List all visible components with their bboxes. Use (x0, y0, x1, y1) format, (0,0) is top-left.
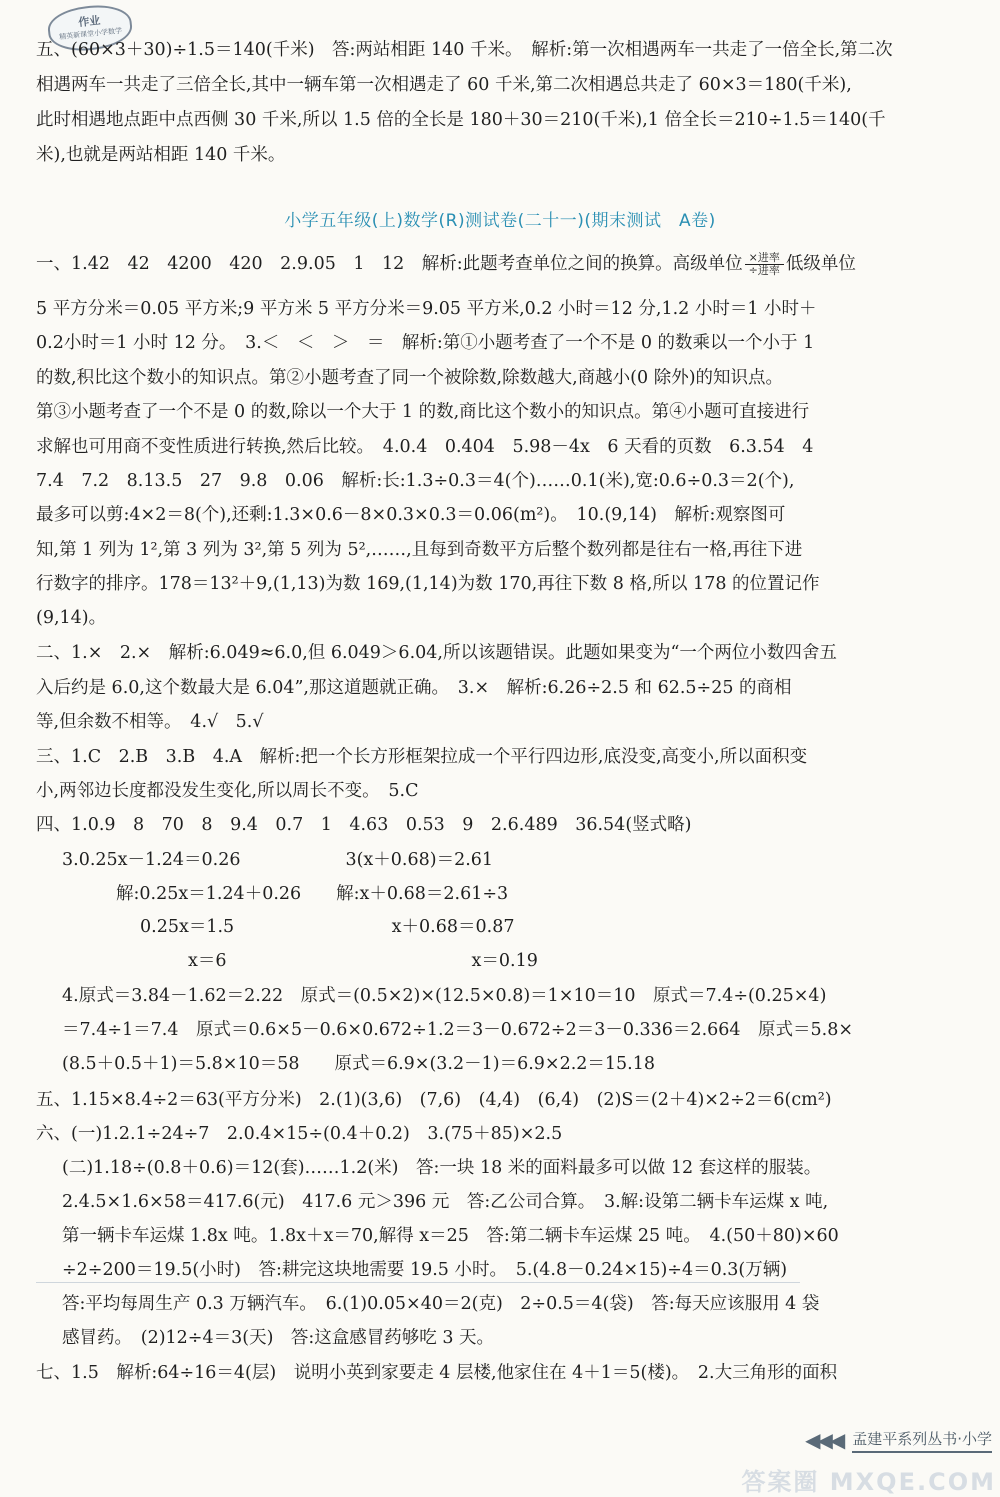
text-line: 五、(60×3＋30)÷1.5＝140(千米) 答:两站相距 140 千米。 解析:第一次相遇两车一共走了一倍全长,第二次 (36, 40, 893, 60)
text-line: 5 平方分米＝0.05 平方米;9 平方米 5 平方分米＝9.05 平方米,0.2 小时＝12 分,1.2 小时＝1 小时＋ (36, 299, 817, 319)
text-line: 答:平均每周生产 0.3 万辆汽车。 6.(1)0.05×40＝2(克) 2÷0.5＝4(袋) 答:每天应该服用 4 袋 (62, 1294, 820, 1314)
text-line: 小,两邻边长度都没发生变化,所以周长不变。 5.C (36, 781, 419, 801)
unit-conversion-fraction (745, 252, 784, 277)
text-line: 4.原式＝3.84－1.62＝2.22 原式＝(0.5×2)×(12.5×0.8)＝1×10＝10 原式＝7.4÷(0.25×4) (62, 986, 827, 1006)
text-line: 2.4.5×1.6×58＝417.6(元) 417.6 元＞396 元 答:乙公司合算。 3.解:设第二辆卡车运煤 x 吨, (62, 1192, 829, 1212)
text-segment: 一、1.42 42 4200 420 2.9.05 1 12 解析:此题考查单位之间的换算。高级单位 (36, 254, 743, 274)
section-title: 小学五年级(上)数学(R)测试卷(二十一)(期末测试 A卷) (284, 211, 716, 231)
series-name: 孟建平系列丛书·小学 (852, 1428, 992, 1453)
equation-line: 0.25x＝1.5 x＋0.68＝0.87 (140, 917, 515, 937)
fraction-top: ×进率 (745, 252, 784, 265)
text-line: 二、1.× 2.× 解析:6.049≈6.0,但 6.049＞6.04,所以该题错误。此题如果变为“一个两位小数四舍五 (36, 643, 837, 663)
text-line: 四、1.0.9 8 70 8 9.4 0.7 1 4.63 0.53 9 2.6.489 36.54(竖式略) (36, 815, 692, 835)
text-line: 的数,积比这个数小的知识点。第②小题考查了同一个被除数,除数越大,商越小(0 除外)的知识点。 (36, 368, 784, 388)
text-line: 此时相遇地点距中点西侧 30 千米,所以 1.5 倍的全长是 180＋30＝210(千米),1 倍全长＝210÷1.5＝140(千 (36, 110, 886, 130)
text-line: 等,但余数不相等。 4.√ 5.√ (36, 712, 264, 732)
equation-line: 3.0.25x－1.24＝0.26 3(x＋0.68)＝2.61 (62, 850, 494, 870)
divider (36, 1282, 800, 1283)
text-line: 求解也可用商不变性质进行转换,然后比较。 4.0.4̇ 0.404 5.98－4x 6 天看的页数 6.3.5̇4̇ 4 (36, 437, 814, 457)
text-line: 最多可以剪:4×2＝8(个),还剩:1.3×0.6－8×0.3×0.3＝0.06(m²)。 10.(9,14) 解析:观察图可 (36, 505, 786, 525)
text-line: 知,第 1 列为 1²,第 3 列为 3²,第 5 列为 5²,……,且每到奇数平方后整个数列都是往右一格,再往下进 (36, 540, 803, 560)
stamp-subtitle: 精英新课堂小学数学 (58, 26, 123, 42)
text-line: 0.2小时＝1 小时 12 分。 3.＜ ＜ ＞ ＝ 解析:第①小题考查了一个不是 0 的数乘以一个小于 1 (36, 333, 815, 353)
text-line: ＝7.4÷1＝7.4 原式＝0.6×5－0.6×0.672÷1.2＝3－0.672÷2＝3－0.336＝2.664 原式＝5.8× (62, 1020, 854, 1040)
text-line: 第一辆卡车运煤 1.8x 吨。1.8x＋x＝70,解得 x＝25 答:第二辆卡车运煤 25 吨。 4.(50＋80)×60 (62, 1226, 839, 1246)
equation-line: 解:0.25x＝1.24＋0.26 解:x＋0.68＝2.61÷3 (116, 884, 509, 904)
page-footer (805, 1426, 992, 1454)
text-line: 五、1.15×8.4÷2＝63(平方分米) 2.(1)(3,6) (7,6) (4,4) (6,4) (2)S＝(2＋4)×2÷2＝6(cm²) (36, 1090, 832, 1110)
stamp-title: 作业 (77, 13, 101, 30)
text-line: 入后约是 6.0,这个数最大是 6.04”,那这道题就正确。 3.× 解析:6.26÷2.5 和 62.5÷25 的商相 (36, 678, 792, 698)
text-line: (9,14)。 (36, 608, 107, 628)
text-line: 六、(一)1.2.1÷24÷7 2.0.4×15÷(0.4＋0.2) 3.(75＋85)×2.5 (36, 1124, 563, 1144)
text-line: 行数字的排序。178＝13²＋9,(1,13)为数 169,(1,14)为数 170,再往下数 8 格,所以 178 的位置记作 (36, 574, 820, 594)
text-line: 7.4 7.2 8.13.5 27 9.8 0.06 解析:长:1.3÷0.3＝4(个)……0.1(米),宽:0.6÷0.3＝2(个), (36, 471, 795, 491)
text-line: 米),也就是两站相距 140 千米。 (36, 145, 286, 165)
text-line: 三、1.C 2.B 3.B 4.A 解析:把一个长方形框架拉成一个平行四边形,底没变,高变小,所以面积变 (36, 747, 808, 767)
equation-line: x＝6 x＝0.19 (188, 951, 538, 971)
text-line: ÷2÷200＝19.5(小时) 答:耕完这块地需要 19.5 小时。 5.(4.8－0.24×15)÷4＝0.3(万辆) (62, 1260, 788, 1280)
watermark: 答案圈 MXQE.COM (741, 1468, 996, 1496)
text-line: (二)1.18÷(0.8＋0.6)＝12(套)……1.2(米) 答:一块 18 米的面料最多可以做 12 套这样的服装。 (62, 1158, 822, 1178)
arrow-decoration-icon: ◀◀◀ (805, 1428, 843, 1452)
text-line: 感冒药。 (2)12÷4＝3(天) 答:这盒感冒药够吃 3 天。 (62, 1328, 495, 1348)
text-line: 相遇两车一共走了三倍全长,其中一辆车第一次相遇走了 60 千米,第二次相遇总共走了 60×3＝180(千米), (36, 75, 852, 95)
text-line: (8.5＋0.5＋1)＝5.8×10＝58 原式＝6.9×(3.2－1)＝6.9×2.2＝15.18 (62, 1054, 656, 1074)
fraction-bottom: ÷进率 (748, 264, 780, 277)
text-line: 第③小题考查了一个不是 0 的数,除以一个大于 1 的数,商比这个数小的知识点。第④小题可直接进行 (36, 402, 810, 422)
text-line-with-fraction (36, 252, 978, 277)
text-line: 七、1.5 解析:64÷16＝4(层) 说明小英到家要走 4 层楼,他家住在 4＋1＝5(楼)。 2.大三角形的面积 (36, 1363, 838, 1383)
text-segment: 低级单位 (785, 254, 856, 274)
